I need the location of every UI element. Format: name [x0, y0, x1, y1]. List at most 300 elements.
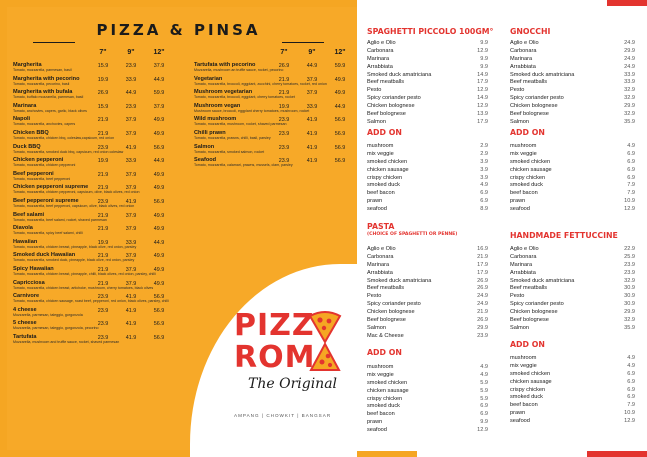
item-description: Mozzarella, parmesan, taleggio, gorgonzola [13, 312, 83, 317]
menu-row [367, 182, 488, 190]
item-description: Tomato, mozzarella, chicken breast, artichoke, mushroom, cherry tomatoes, black olives [13, 285, 154, 290]
menu-row [367, 317, 488, 325]
item-name: beef bacon [510, 402, 538, 409]
item-price: 23.9 [624, 261, 635, 268]
menu-row [367, 119, 488, 127]
menu-row [510, 198, 635, 206]
menu-item [13, 306, 165, 321]
menu-row [510, 246, 635, 254]
item-price: 56.9 [334, 117, 346, 124]
item-price: 6.9 [480, 403, 488, 410]
item-price: 5.9 [480, 395, 488, 402]
item-price: 49.9 [153, 212, 165, 219]
item-description: Tomato, mozzarella, pecorino, basil [13, 81, 70, 86]
item-name: smoked chicken [510, 158, 551, 165]
item-price: 23.9 [97, 321, 109, 328]
item-price: 49.9 [153, 253, 165, 260]
menu-row [510, 159, 635, 167]
item-name: Spicy coriander pesto [510, 95, 564, 102]
item-name: smoked duck [510, 182, 543, 189]
item-price: 12.9 [477, 103, 488, 110]
item-price: 37.9 [153, 103, 165, 110]
corner-accent [357, 451, 417, 457]
item-price: 12.9 [477, 427, 488, 434]
menu-item [13, 333, 165, 348]
menu-item [13, 265, 165, 280]
menu-item [13, 238, 165, 253]
item-price: 21.9 [97, 253, 109, 260]
menu-item [13, 116, 165, 130]
menu-row [510, 95, 635, 103]
item-name: beef bacon [367, 190, 395, 197]
addon-title: ADD ON [510, 340, 545, 349]
item-price: 29.9 [477, 324, 488, 331]
menu-row [367, 301, 488, 309]
item-name: prawn [510, 198, 526, 205]
item-name: Wild mushroom [194, 116, 237, 123]
menu-item [194, 129, 346, 144]
size-9: 9" [308, 49, 316, 56]
item-name: chicken sausage [510, 166, 552, 173]
menu-row [510, 254, 635, 262]
item-price: 33.9 [125, 239, 137, 246]
item-price: 6.9 [627, 386, 635, 393]
item-price: 56.9 [153, 198, 165, 205]
menu-item [13, 279, 165, 294]
menu-row [367, 278, 488, 286]
item-price: 21.9 [97, 212, 109, 219]
item-name: Arrabbiata [367, 63, 393, 70]
item-price: 23.9 [278, 130, 290, 137]
item-price: 5.9 [480, 379, 488, 386]
item-name: Arrabbiata [510, 269, 536, 276]
menu-item [13, 157, 165, 171]
item-price: 56.9 [153, 307, 165, 314]
menu-row [367, 151, 488, 159]
item-name: prawn [367, 198, 383, 205]
item-name: Seafood [194, 157, 217, 164]
item-price: 2.9 [480, 143, 488, 149]
item-name: beef bacon [367, 411, 395, 418]
item-price: 2.9 [480, 150, 488, 157]
menu-row [367, 396, 488, 404]
item-name: Tartufata [13, 333, 37, 340]
item-name: 4 cheese [13, 306, 37, 313]
item-price: 49.9 [334, 76, 346, 83]
item-price: 30.9 [624, 285, 635, 292]
menu-row [510, 111, 635, 119]
item-price: 41.9 [125, 294, 137, 301]
pizza-list-left [13, 62, 169, 347]
item-price: 12.9 [477, 87, 488, 94]
menu-row [510, 363, 635, 371]
item-name: Chicken pepperoni supreme [13, 184, 89, 191]
item-price: 32.9 [624, 277, 635, 284]
item-name: Capricciosa [13, 279, 45, 286]
pasta-note: (CHOICE OF SPAGHETTI OR PENNE) [367, 232, 458, 237]
item-name: Mushroom vegan [194, 102, 241, 109]
item-price: 41.9 [125, 144, 137, 151]
item-price: 56.9 [153, 321, 165, 328]
menu-row [367, 103, 488, 111]
item-price: 29.9 [624, 103, 635, 110]
item-name: Salmon [510, 118, 529, 125]
item-description: Tomato, mozzarella, smoked salmon, rocket [194, 149, 265, 154]
item-name: Duck BBQ [13, 143, 41, 150]
menu-item [194, 157, 346, 171]
item-price: 6.9 [627, 174, 635, 181]
menu-item [13, 197, 165, 212]
item-price: 23.9 [278, 117, 290, 124]
item-price: 7.9 [627, 182, 635, 189]
item-name: Smoked duck amatriciana [510, 71, 575, 78]
item-price: 17.9 [477, 269, 488, 276]
menu-row [367, 87, 488, 95]
item-price: 17.9 [477, 261, 488, 268]
menu-row [510, 190, 635, 198]
item-price: 23.9 [97, 144, 109, 151]
item-description: Tomato, mozzarella, chicken pepperoni, capsicum, olive, black olives, red onion [13, 190, 140, 195]
menu-row [510, 410, 635, 418]
gnocchi-list [510, 40, 635, 127]
item-name: Salmon [194, 143, 215, 150]
item-description: Tomato, mozzarella, chicken breast, pineapple, black olive, red onion, parsley [13, 244, 137, 249]
item-name: 5 cheese [13, 320, 37, 327]
menu-row [367, 254, 488, 262]
pasta-list [367, 246, 488, 341]
item-price: 3.9 [480, 166, 488, 173]
item-price: 26.9 [477, 277, 488, 284]
item-description: Mozzarella, parmesan, taleggio, gorgonzola, pecorino [13, 326, 99, 331]
item-price: 12.9 [477, 47, 488, 54]
item-price: 21.9 [97, 171, 109, 178]
menu-row [367, 309, 488, 317]
item-price: 37.9 [306, 76, 318, 83]
menu-item [13, 293, 169, 307]
menu-row [510, 278, 635, 286]
item-name: Beef bolognese [510, 317, 549, 324]
item-name: Margherita with pecorino [13, 75, 80, 82]
menu-item [194, 116, 346, 130]
menu-item [194, 75, 346, 90]
item-name: smoked duck [367, 403, 400, 410]
logo-line-2: ROM [234, 340, 316, 375]
menu-row [367, 95, 488, 103]
menu-row [367, 333, 488, 341]
menu-item [13, 129, 165, 144]
menu-row [510, 56, 635, 64]
item-price: 23.9 [278, 158, 290, 165]
item-price: 24.9 [477, 293, 488, 300]
item-price: 41.9 [125, 198, 137, 205]
item-price: 21.9 [477, 253, 488, 260]
item-name: Carbonara [510, 47, 537, 54]
item-price: 37.9 [125, 117, 137, 124]
pasta-title: PASTA [367, 222, 395, 231]
item-price: 37.9 [125, 226, 137, 233]
menu-row [510, 293, 635, 301]
item-price: 8.9 [480, 206, 488, 213]
item-name: Pesto [367, 87, 382, 94]
menu-row [510, 309, 635, 317]
item-price: 14.9 [477, 95, 488, 102]
size-7: 7" [280, 49, 288, 56]
addon-list [510, 355, 635, 426]
item-price: 22.9 [624, 246, 635, 252]
menu-row [367, 190, 488, 198]
locations-line: AMPANG | CHOWKIT | BANGSAR [234, 413, 332, 418]
item-price: 37.9 [125, 171, 137, 178]
menu-row [510, 394, 635, 402]
item-price: 24.9 [477, 301, 488, 308]
item-name: seafood [367, 206, 387, 213]
item-price: 19.9 [97, 158, 109, 165]
menu-row [510, 119, 635, 127]
item-name: Spicy coriander pesto [510, 301, 564, 308]
menu-row [367, 427, 488, 435]
item-description: Tomato, mozzarella, broccoli, eggplant, cherry tomatoes, rocket [194, 95, 295, 100]
item-price: 44.9 [153, 158, 165, 165]
menu-row [510, 387, 635, 395]
item-description: Tomato, mozzarella, anchovies, capers [13, 122, 76, 127]
menu-row [367, 293, 488, 301]
item-price: 30.9 [624, 293, 635, 300]
item-name: Chicken pepperoni [13, 157, 64, 164]
pizza-slice-icon [308, 310, 342, 344]
item-price: 49.9 [153, 117, 165, 124]
item-price: 44.9 [153, 76, 165, 83]
item-name: Carbonara [510, 253, 537, 260]
item-price: 6.9 [480, 190, 488, 197]
menu-row [367, 143, 488, 151]
item-name: chicken sausage [367, 166, 409, 173]
item-price: 37.9 [125, 185, 137, 192]
addon-title: ADD ON [367, 348, 402, 357]
item-name: prawn [510, 410, 526, 417]
menu-row [510, 40, 635, 48]
item-price: 12.9 [624, 206, 635, 213]
item-name: crispy chicken [510, 174, 546, 181]
item-price: 41.9 [306, 130, 318, 137]
item-description: Tomato, mozzarella, chicken sausage, roast beef, pepperoni, red onion, black olives, parsley, chilli [13, 299, 169, 304]
item-name: Spicy Hawaiian [13, 265, 54, 272]
item-price: 5.9 [480, 387, 488, 394]
item-name: smoked chicken [367, 158, 408, 165]
menu-row [367, 48, 488, 56]
fettuccine-title: HANDMADE FETTUCCINE [510, 231, 618, 240]
menu-row [367, 262, 488, 270]
item-price: 56.9 [153, 334, 165, 341]
item-name: Arrabbiata [510, 63, 536, 70]
addon-list [510, 143, 635, 214]
item-name: Carbonara [367, 253, 394, 260]
logo-tagline: The Original [248, 376, 338, 392]
item-price: 33.9 [125, 76, 137, 83]
item-name: Chicken bolognese [367, 103, 415, 110]
item-name: crispy chicken [367, 174, 403, 181]
item-price: 49.9 [153, 171, 165, 178]
item-name: Spicy coriander pesto [367, 95, 421, 102]
item-name: Tartufata with pecorino [194, 62, 256, 68]
item-name: Aglio e Olio [367, 40, 396, 46]
item-price: 23.9 [97, 198, 109, 205]
menu-row [367, 411, 488, 419]
menu-row [510, 151, 635, 159]
item-name: Margherita with bufala [13, 89, 73, 96]
item-name: Carnivore [13, 293, 40, 300]
item-name: Chicken bolognese [510, 103, 558, 110]
item-price: 37.9 [125, 130, 137, 137]
item-price: 6.9 [480, 198, 488, 205]
menu-row [367, 198, 488, 206]
fettuccine-list [510, 246, 635, 333]
item-price: 30.9 [624, 301, 635, 308]
item-price: 33.9 [624, 79, 635, 86]
item-price: 32.9 [624, 317, 635, 324]
item-price: 4.9 [480, 182, 488, 189]
item-price: 6.9 [627, 394, 635, 401]
item-price: 23.9 [97, 307, 109, 314]
item-name: Pesto [367, 293, 382, 300]
item-price: 6.9 [480, 411, 488, 418]
corner-accent [607, 0, 647, 6]
item-price: 3.9 [480, 158, 488, 165]
menu-row [367, 403, 488, 411]
menu-item [194, 62, 346, 76]
item-name: Mushroom vegetarian [194, 89, 253, 96]
item-name: Marinara [510, 261, 533, 268]
menu-item [194, 143, 346, 158]
item-price: 21.9 [97, 130, 109, 137]
item-price: 9.9 [480, 419, 488, 426]
menu-item [13, 170, 165, 185]
menu-row [510, 182, 635, 190]
item-price: 6.9 [627, 378, 635, 385]
item-name: Chicken BBQ [13, 129, 49, 136]
item-name: Pesto [510, 87, 525, 94]
menu-item [13, 211, 165, 226]
item-price: 10.9 [624, 198, 635, 205]
item-price: 44.9 [153, 239, 165, 246]
item-price: 59.9 [153, 90, 165, 97]
item-name: Aglio e Olio [510, 40, 539, 46]
item-name: smoked duck [367, 182, 400, 189]
menu-row [367, 64, 488, 72]
item-name: Salmon [367, 324, 386, 331]
item-price: 23.9 [477, 332, 488, 339]
item-name: mushroom [367, 143, 394, 149]
item-name: mushroom [510, 143, 537, 149]
item-price: 25.9 [624, 253, 635, 260]
menu-row [367, 206, 488, 214]
item-price: 21.9 [97, 226, 109, 233]
menu-row [367, 246, 488, 254]
item-name: mix veggie [510, 362, 537, 369]
menu-row [510, 317, 635, 325]
item-price: 15.9 [97, 63, 109, 69]
item-price: 33.9 [306, 103, 318, 110]
item-price: 41.9 [125, 307, 137, 314]
item-price: 35.9 [624, 118, 635, 125]
item-price: 41.9 [306, 144, 318, 151]
item-name: Mac & Cheese [367, 332, 404, 339]
menu-row [510, 103, 635, 111]
menu-item [13, 143, 165, 158]
menu-row [510, 64, 635, 72]
item-name: Spicy coriander pesto [367, 301, 421, 308]
item-price: 37.9 [125, 266, 137, 273]
item-name: smoked chicken [367, 379, 408, 386]
item-price: 4.9 [480, 371, 488, 378]
menu-row [510, 285, 635, 293]
item-price: 9.9 [480, 40, 488, 46]
item-name: mix veggie [367, 371, 394, 378]
item-description: Tomato, mozzarella, beef pepperoni [13, 176, 71, 181]
item-name: Salmon [367, 118, 386, 125]
item-price: 49.9 [153, 266, 165, 273]
item-name: seafood [510, 418, 530, 425]
item-name: Beef bolognese [510, 111, 549, 118]
item-name: Napoli [13, 116, 31, 123]
item-name: Marinara [510, 55, 533, 62]
menu-row [510, 301, 635, 309]
item-price: 23.9 [125, 103, 137, 110]
size-7: 7" [99, 49, 107, 56]
item-price: 37.9 [125, 280, 137, 287]
menu-row [510, 175, 635, 183]
item-price: 56.9 [334, 130, 346, 137]
item-name: Beef meatballs [367, 79, 405, 86]
item-name: Beef meatballs [510, 79, 548, 86]
item-description: Tomato, mozzarella, parmesan, basil [13, 68, 72, 72]
addon-title: ADD ON [510, 128, 545, 137]
item-price: 12.9 [624, 418, 635, 425]
item-price: 37.9 [125, 253, 137, 260]
menu-row [510, 379, 635, 387]
menu-row [367, 270, 488, 278]
item-name: Chicken bolognese [367, 309, 415, 316]
item-price: 56.9 [334, 158, 346, 165]
item-price: 41.9 [306, 158, 318, 165]
menu-item [13, 252, 165, 266]
item-price: 56.9 [153, 294, 165, 301]
menu-row [510, 48, 635, 56]
menu-row [367, 159, 488, 167]
item-price: 49.9 [153, 185, 165, 192]
item-price: 23.9 [97, 334, 109, 341]
menu-item [13, 102, 165, 117]
menu-row [367, 325, 488, 333]
item-price: 26.9 [97, 90, 109, 97]
menu-row [367, 175, 488, 183]
item-name: Smoked duck amatriciana [367, 71, 432, 78]
logo-line-1: PIZZ [234, 308, 315, 343]
item-name: Vegetarian [194, 75, 223, 82]
item-name: Aglio e Olio [367, 246, 396, 252]
item-price: 6.9 [627, 158, 635, 165]
item-name: Beef bolognese [367, 317, 406, 324]
item-description: Tomato, mozzarella, chicken breast, pineapple, chilli, black olives, red onion, parsley, chilli [13, 271, 156, 276]
item-price: 6.9 [627, 150, 635, 157]
item-name: Beef meatballs [367, 285, 405, 292]
item-description: Tomato, mozzarella, prawns, chilli, basil, parsley [194, 135, 271, 140]
menu-row [510, 418, 635, 426]
menu-row [367, 111, 488, 119]
item-name: Beef pepperoni supreme [13, 197, 79, 204]
item-name: mushroom [367, 364, 394, 370]
menu-row [367, 167, 488, 175]
menu-item [194, 89, 346, 103]
